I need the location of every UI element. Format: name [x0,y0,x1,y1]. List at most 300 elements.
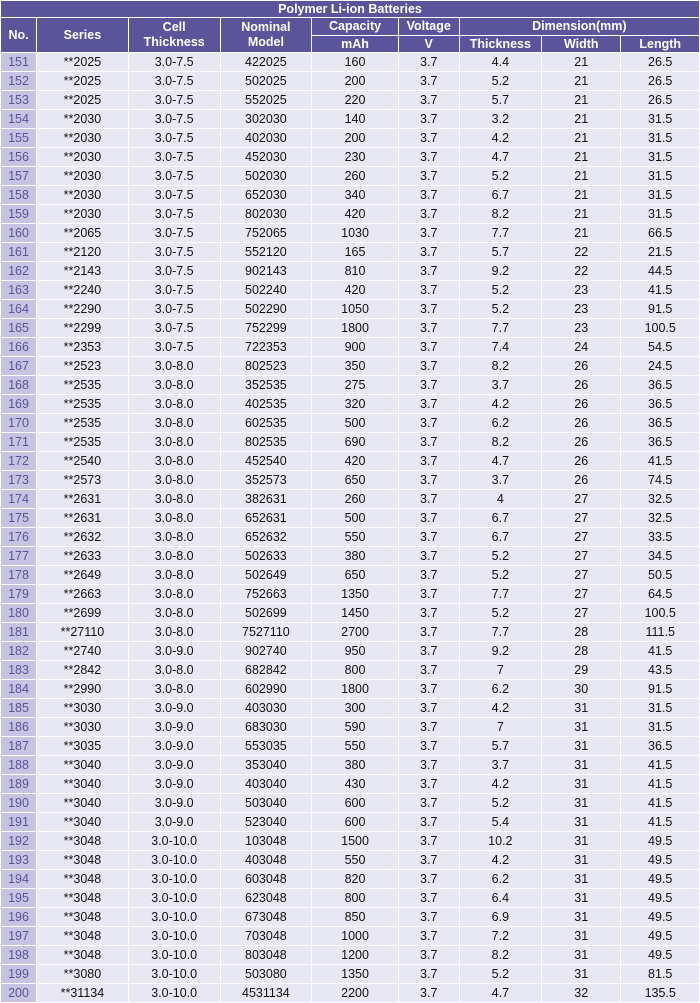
cell-no: 184 [1,680,36,698]
cell-voltage: 3.7 [399,756,459,774]
cell-length: 31.5 [621,205,699,223]
cell-series: **2120 [37,243,128,261]
cell-width: 31 [542,927,620,945]
table-row [1,376,699,394]
cell-width: 26 [542,433,620,451]
cell-voltage: 3.7 [399,604,459,622]
cell-length: 111.5 [621,623,699,641]
cell-width: 21 [542,53,620,71]
cell-capacity: 420 [312,205,398,223]
cell-no: 178 [1,566,36,584]
cell-no: 158 [1,186,36,204]
cell-capacity: 230 [312,148,398,166]
cell-voltage: 3.7 [399,737,459,755]
cell-width: 29 [542,661,620,679]
cell-width: 27 [542,509,620,527]
cell-voltage: 3.7 [399,414,459,432]
cell-cell-thickness: 3.0-9.0 [129,775,220,793]
cell-no: 166 [1,338,36,356]
cell-capacity: 950 [312,642,398,660]
cell-nominal-model: 652632 [221,528,312,546]
cell-capacity: 275 [312,376,398,394]
cell-no: 156 [1,148,36,166]
cell-voltage: 3.7 [399,851,459,869]
cell-thickness: 5.7 [460,243,541,261]
cell-capacity: 550 [312,528,398,546]
cell-series: **2535 [37,395,128,413]
header-nominal-model-line2: Model [247,35,284,49]
cell-length: 91.5 [621,680,699,698]
cell-voltage: 3.7 [399,262,459,280]
cell-series: **2353 [37,338,128,356]
cell-length: 66.5 [621,224,699,242]
cell-series: **3040 [37,756,128,774]
cell-voltage: 3.7 [399,718,459,736]
cell-series: **3048 [37,832,128,850]
cell-cell-thickness: 3.0-8.0 [129,585,220,603]
cell-cell-thickness: 3.0-7.5 [129,300,220,318]
table-row [1,319,699,337]
cell-cell-thickness: 3.0-8.0 [129,566,220,584]
cell-thickness: 7.4 [460,338,541,356]
cell-width: 27 [542,566,620,584]
cell-cell-thickness: 3.0-10.0 [129,946,220,964]
cell-voltage: 3.7 [399,642,459,660]
table-row [1,338,699,356]
cell-capacity: 380 [312,756,398,774]
cell-series: **2025 [37,53,128,71]
cell-voltage: 3.7 [399,965,459,983]
table-row [1,566,699,584]
cell-no: 197 [1,927,36,945]
cell-no: 182 [1,642,36,660]
cell-voltage: 3.7 [399,72,459,90]
cell-nominal-model: 603048 [221,870,312,888]
cell-series: **3030 [37,699,128,717]
table-row [1,72,699,90]
cell-width: 22 [542,262,620,280]
cell-voltage: 3.7 [399,205,459,223]
cell-width: 27 [542,547,620,565]
cell-width: 31 [542,718,620,736]
cell-thickness: 7 [460,661,541,679]
cell-length: 31.5 [621,129,699,147]
cell-no: 194 [1,870,36,888]
cell-width: 31 [542,870,620,888]
table-row [1,889,699,907]
cell-thickness: 5.2 [460,547,541,565]
cell-capacity: 850 [312,908,398,926]
cell-series: **3048 [37,946,128,964]
cell-capacity: 650 [312,471,398,489]
cell-series: **3040 [37,775,128,793]
cell-thickness: 5.7 [460,737,541,755]
cell-width: 26 [542,452,620,470]
cell-width: 31 [542,775,620,793]
cell-cell-thickness: 3.0-8.0 [129,471,220,489]
cell-length: 41.5 [621,775,699,793]
table-row [1,965,699,983]
cell-nominal-model: 683030 [221,718,312,736]
table-row [1,243,699,261]
cell-series: **2631 [37,490,128,508]
cell-no: 199 [1,965,36,983]
cell-series: **2523 [37,357,128,375]
cell-capacity: 350 [312,357,398,375]
table-row [1,832,699,850]
cell-no: 151 [1,53,36,71]
cell-thickness: 6.9 [460,908,541,926]
cell-nominal-model: 402030 [221,129,312,147]
table-header [1,1,699,52]
cell-voltage: 3.7 [399,775,459,793]
cell-voltage: 3.7 [399,243,459,261]
cell-series: **2699 [37,604,128,622]
cell-cell-thickness: 3.0-7.5 [129,281,220,299]
cell-capacity: 1350 [312,585,398,603]
cell-cell-thickness: 3.0-10.0 [129,965,220,983]
cell-nominal-model: 452030 [221,148,312,166]
cell-length: 49.5 [621,870,699,888]
cell-thickness: 3.7 [460,376,541,394]
cell-width: 32 [542,984,620,1002]
cell-series: **2030 [37,129,128,147]
cell-no: 188 [1,756,36,774]
cell-cell-thickness: 3.0-7.5 [129,167,220,185]
cell-voltage: 3.7 [399,528,459,546]
cell-length: 54.5 [621,338,699,356]
cell-nominal-model: 403030 [221,699,312,717]
cell-cell-thickness: 3.0-8.0 [129,604,220,622]
cell-thickness: 6.7 [460,186,541,204]
header-capacity-unit: mAh [312,36,398,52]
cell-thickness: 7.2 [460,927,541,945]
cell-capacity: 260 [312,167,398,185]
cell-cell-thickness: 3.0-10.0 [129,927,220,945]
cell-cell-thickness: 3.0-8.0 [129,414,220,432]
cell-width: 26 [542,357,620,375]
table-row [1,680,699,698]
cell-thickness: 8.2 [460,946,541,964]
cell-series: **2290 [37,300,128,318]
cell-series: **2740 [37,642,128,660]
cell-cell-thickness: 3.0-8.0 [129,547,220,565]
cell-width: 27 [542,585,620,603]
cell-no: 181 [1,623,36,641]
cell-voltage: 3.7 [399,794,459,812]
table-row [1,395,699,413]
cell-nominal-model: 602535 [221,414,312,432]
cell-cell-thickness: 3.0-7.5 [129,110,220,128]
table-row [1,851,699,869]
cell-thickness: 4 [460,490,541,508]
table-row [1,433,699,451]
cell-cell-thickness: 3.0-9.0 [129,699,220,717]
cell-length: 31.5 [621,110,699,128]
cell-voltage: 3.7 [399,984,459,1002]
cell-capacity: 810 [312,262,398,280]
cell-voltage: 3.7 [399,832,459,850]
cell-width: 21 [542,167,620,185]
cell-nominal-model: 752065 [221,224,312,242]
cell-thickness: 10.2 [460,832,541,850]
cell-voltage: 3.7 [399,357,459,375]
cell-no: 167 [1,357,36,375]
cell-series: **3048 [37,889,128,907]
cell-nominal-model: 452540 [221,452,312,470]
cell-length: 32.5 [621,490,699,508]
table-row [1,53,699,71]
cell-cell-thickness: 3.0-7.5 [129,53,220,71]
cell-cell-thickness: 3.0-7.5 [129,243,220,261]
header-voltage-unit: V [399,36,459,52]
cell-nominal-model: 722353 [221,338,312,356]
cell-thickness: 6.7 [460,509,541,527]
cell-capacity: 420 [312,281,398,299]
cell-capacity: 200 [312,72,398,90]
table-row [1,661,699,679]
cell-voltage: 3.7 [399,452,459,470]
table-row [1,718,699,736]
cell-width: 27 [542,528,620,546]
cell-no: 155 [1,129,36,147]
cell-capacity: 1030 [312,224,398,242]
cell-cell-thickness: 3.0-8.0 [129,528,220,546]
cell-thickness: 3.7 [460,471,541,489]
cell-thickness: 7 [460,718,541,736]
table-row [1,186,699,204]
cell-voltage: 3.7 [399,376,459,394]
table-row [1,870,699,888]
cell-no: 163 [1,281,36,299]
cell-capacity: 1500 [312,832,398,850]
cell-no: 186 [1,718,36,736]
cell-width: 28 [542,623,620,641]
cell-nominal-model: 302030 [221,110,312,128]
cell-capacity: 200 [312,129,398,147]
cell-capacity: 1200 [312,946,398,964]
cell-nominal-model: 552025 [221,91,312,109]
cell-voltage: 3.7 [399,889,459,907]
cell-no: 165 [1,319,36,337]
cell-capacity: 550 [312,851,398,869]
header-cell-thickness-line1: Cell [162,20,186,34]
cell-capacity: 590 [312,718,398,736]
cell-width: 27 [542,604,620,622]
cell-series: **3048 [37,927,128,945]
cell-nominal-model: 352573 [221,471,312,489]
cell-cell-thickness: 3.0-8.0 [129,357,220,375]
cell-length: 33.5 [621,528,699,546]
table-row [1,699,699,717]
cell-capacity: 690 [312,433,398,451]
cell-nominal-model: 403040 [221,775,312,793]
cell-voltage: 3.7 [399,509,459,527]
cell-thickness: 4.7 [460,452,541,470]
cell-width: 21 [542,205,620,223]
cell-no: 185 [1,699,36,717]
cell-width: 21 [542,186,620,204]
cell-cell-thickness: 3.0-9.0 [129,642,220,660]
cell-capacity: 800 [312,889,398,907]
cell-nominal-model: 552120 [221,243,312,261]
cell-no: 196 [1,908,36,926]
cell-cell-thickness: 3.0-8.0 [129,395,220,413]
cell-voltage: 3.7 [399,281,459,299]
table-row [1,813,699,831]
cell-no: 191 [1,813,36,831]
cell-nominal-model: 7527110 [221,623,312,641]
table-row [1,756,699,774]
cell-width: 26 [542,414,620,432]
cell-thickness: 6.7 [460,528,541,546]
cell-length: 21.5 [621,243,699,261]
cell-series: **2535 [37,376,128,394]
cell-no: 180 [1,604,36,622]
cell-no: 173 [1,471,36,489]
cell-voltage: 3.7 [399,129,459,147]
cell-nominal-model: 523040 [221,813,312,831]
cell-width: 21 [542,224,620,242]
cell-series: **3080 [37,965,128,983]
cell-cell-thickness: 3.0-8.0 [129,509,220,527]
cell-width: 21 [542,72,620,90]
cell-cell-thickness: 3.0-10.0 [129,870,220,888]
cell-cell-thickness: 3.0-10.0 [129,851,220,869]
cell-length: 41.5 [621,281,699,299]
cell-voltage: 3.7 [399,661,459,679]
header-length: Length [621,36,699,52]
cell-width: 21 [542,91,620,109]
cell-cell-thickness: 3.0-10.0 [129,908,220,926]
cell-thickness: 4.2 [460,129,541,147]
cell-series: **2025 [37,91,128,109]
cell-cell-thickness: 3.0-10.0 [129,889,220,907]
table-row [1,414,699,432]
table-row [1,984,699,1002]
table-row [1,908,699,926]
cell-width: 26 [542,376,620,394]
cell-thickness: 5.2 [460,72,541,90]
cell-no: 189 [1,775,36,793]
cell-capacity: 550 [312,737,398,755]
cell-voltage: 3.7 [399,927,459,945]
cell-thickness: 5.2 [460,794,541,812]
cell-length: 31.5 [621,699,699,717]
cell-capacity: 600 [312,813,398,831]
cell-nominal-model: 422025 [221,53,312,71]
cell-nominal-model: 802535 [221,433,312,451]
table-row [1,642,699,660]
cell-capacity: 500 [312,414,398,432]
cell-voltage: 3.7 [399,300,459,318]
header-nominal-model [221,18,312,52]
cell-series: **2030 [37,186,128,204]
cell-nominal-model: 502030 [221,167,312,185]
cell-cell-thickness: 3.0-8.0 [129,452,220,470]
cell-voltage: 3.7 [399,566,459,584]
cell-length: 49.5 [621,908,699,926]
cell-capacity: 800 [312,661,398,679]
cell-series: **2025 [37,72,128,90]
cell-length: 36.5 [621,376,699,394]
cell-thickness: 3.2 [460,110,541,128]
cell-series: **2632 [37,528,128,546]
table-row [1,794,699,812]
cell-thickness: 6.2 [460,680,541,698]
cell-thickness: 6.2 [460,414,541,432]
cell-no: 195 [1,889,36,907]
cell-capacity: 1000 [312,927,398,945]
cell-width: 26 [542,471,620,489]
header-thickness: Thickness [460,36,541,52]
cell-voltage: 3.7 [399,813,459,831]
cell-nominal-model: 502633 [221,547,312,565]
cell-capacity: 220 [312,91,398,109]
cell-no: 179 [1,585,36,603]
cell-thickness: 5.2 [460,281,541,299]
cell-thickness: 4.4 [460,53,541,71]
cell-length: 49.5 [621,851,699,869]
cell-capacity: 500 [312,509,398,527]
cell-nominal-model: 752299 [221,319,312,337]
cell-width: 31 [542,699,620,717]
cell-length: 24.5 [621,357,699,375]
cell-series: **2990 [37,680,128,698]
cell-cell-thickness: 3.0-7.5 [129,262,220,280]
cell-cell-thickness: 3.0-7.5 [129,91,220,109]
cell-series: **2299 [37,319,128,337]
cell-thickness: 4.2 [460,395,541,413]
header-voltage: Voltage [399,18,459,35]
cell-thickness: 7.7 [460,623,541,641]
cell-cell-thickness: 3.0-8.0 [129,623,220,641]
cell-nominal-model: 602990 [221,680,312,698]
table-row [1,205,699,223]
table-row [1,585,699,603]
cell-capacity: 900 [312,338,398,356]
cell-length: 36.5 [621,433,699,451]
cell-cell-thickness: 3.0-7.5 [129,129,220,147]
cell-thickness: 5.2 [460,300,541,318]
table-row [1,547,699,565]
header-nominal-model-line1: Nominal [241,20,291,34]
cell-length: 26.5 [621,53,699,71]
table-row [1,110,699,128]
table-row [1,490,699,508]
cell-nominal-model: 902740 [221,642,312,660]
cell-capacity: 600 [312,794,398,812]
cell-voltage: 3.7 [399,585,459,603]
cell-capacity: 260 [312,490,398,508]
table-row [1,927,699,945]
table-row [1,775,699,793]
cell-thickness: 3.7 [460,756,541,774]
cell-length: 100.5 [621,319,699,337]
cell-cell-thickness: 3.0-9.0 [129,756,220,774]
cell-nominal-model: 103048 [221,832,312,850]
cell-no: 152 [1,72,36,90]
table-row [1,262,699,280]
cell-no: 175 [1,509,36,527]
cell-voltage: 3.7 [399,908,459,926]
cell-nominal-model: 502240 [221,281,312,299]
table-row [1,281,699,299]
cell-nominal-model: 502290 [221,300,312,318]
cell-capacity: 300 [312,699,398,717]
cell-length: 31.5 [621,148,699,166]
cell-series: **2663 [37,585,128,603]
